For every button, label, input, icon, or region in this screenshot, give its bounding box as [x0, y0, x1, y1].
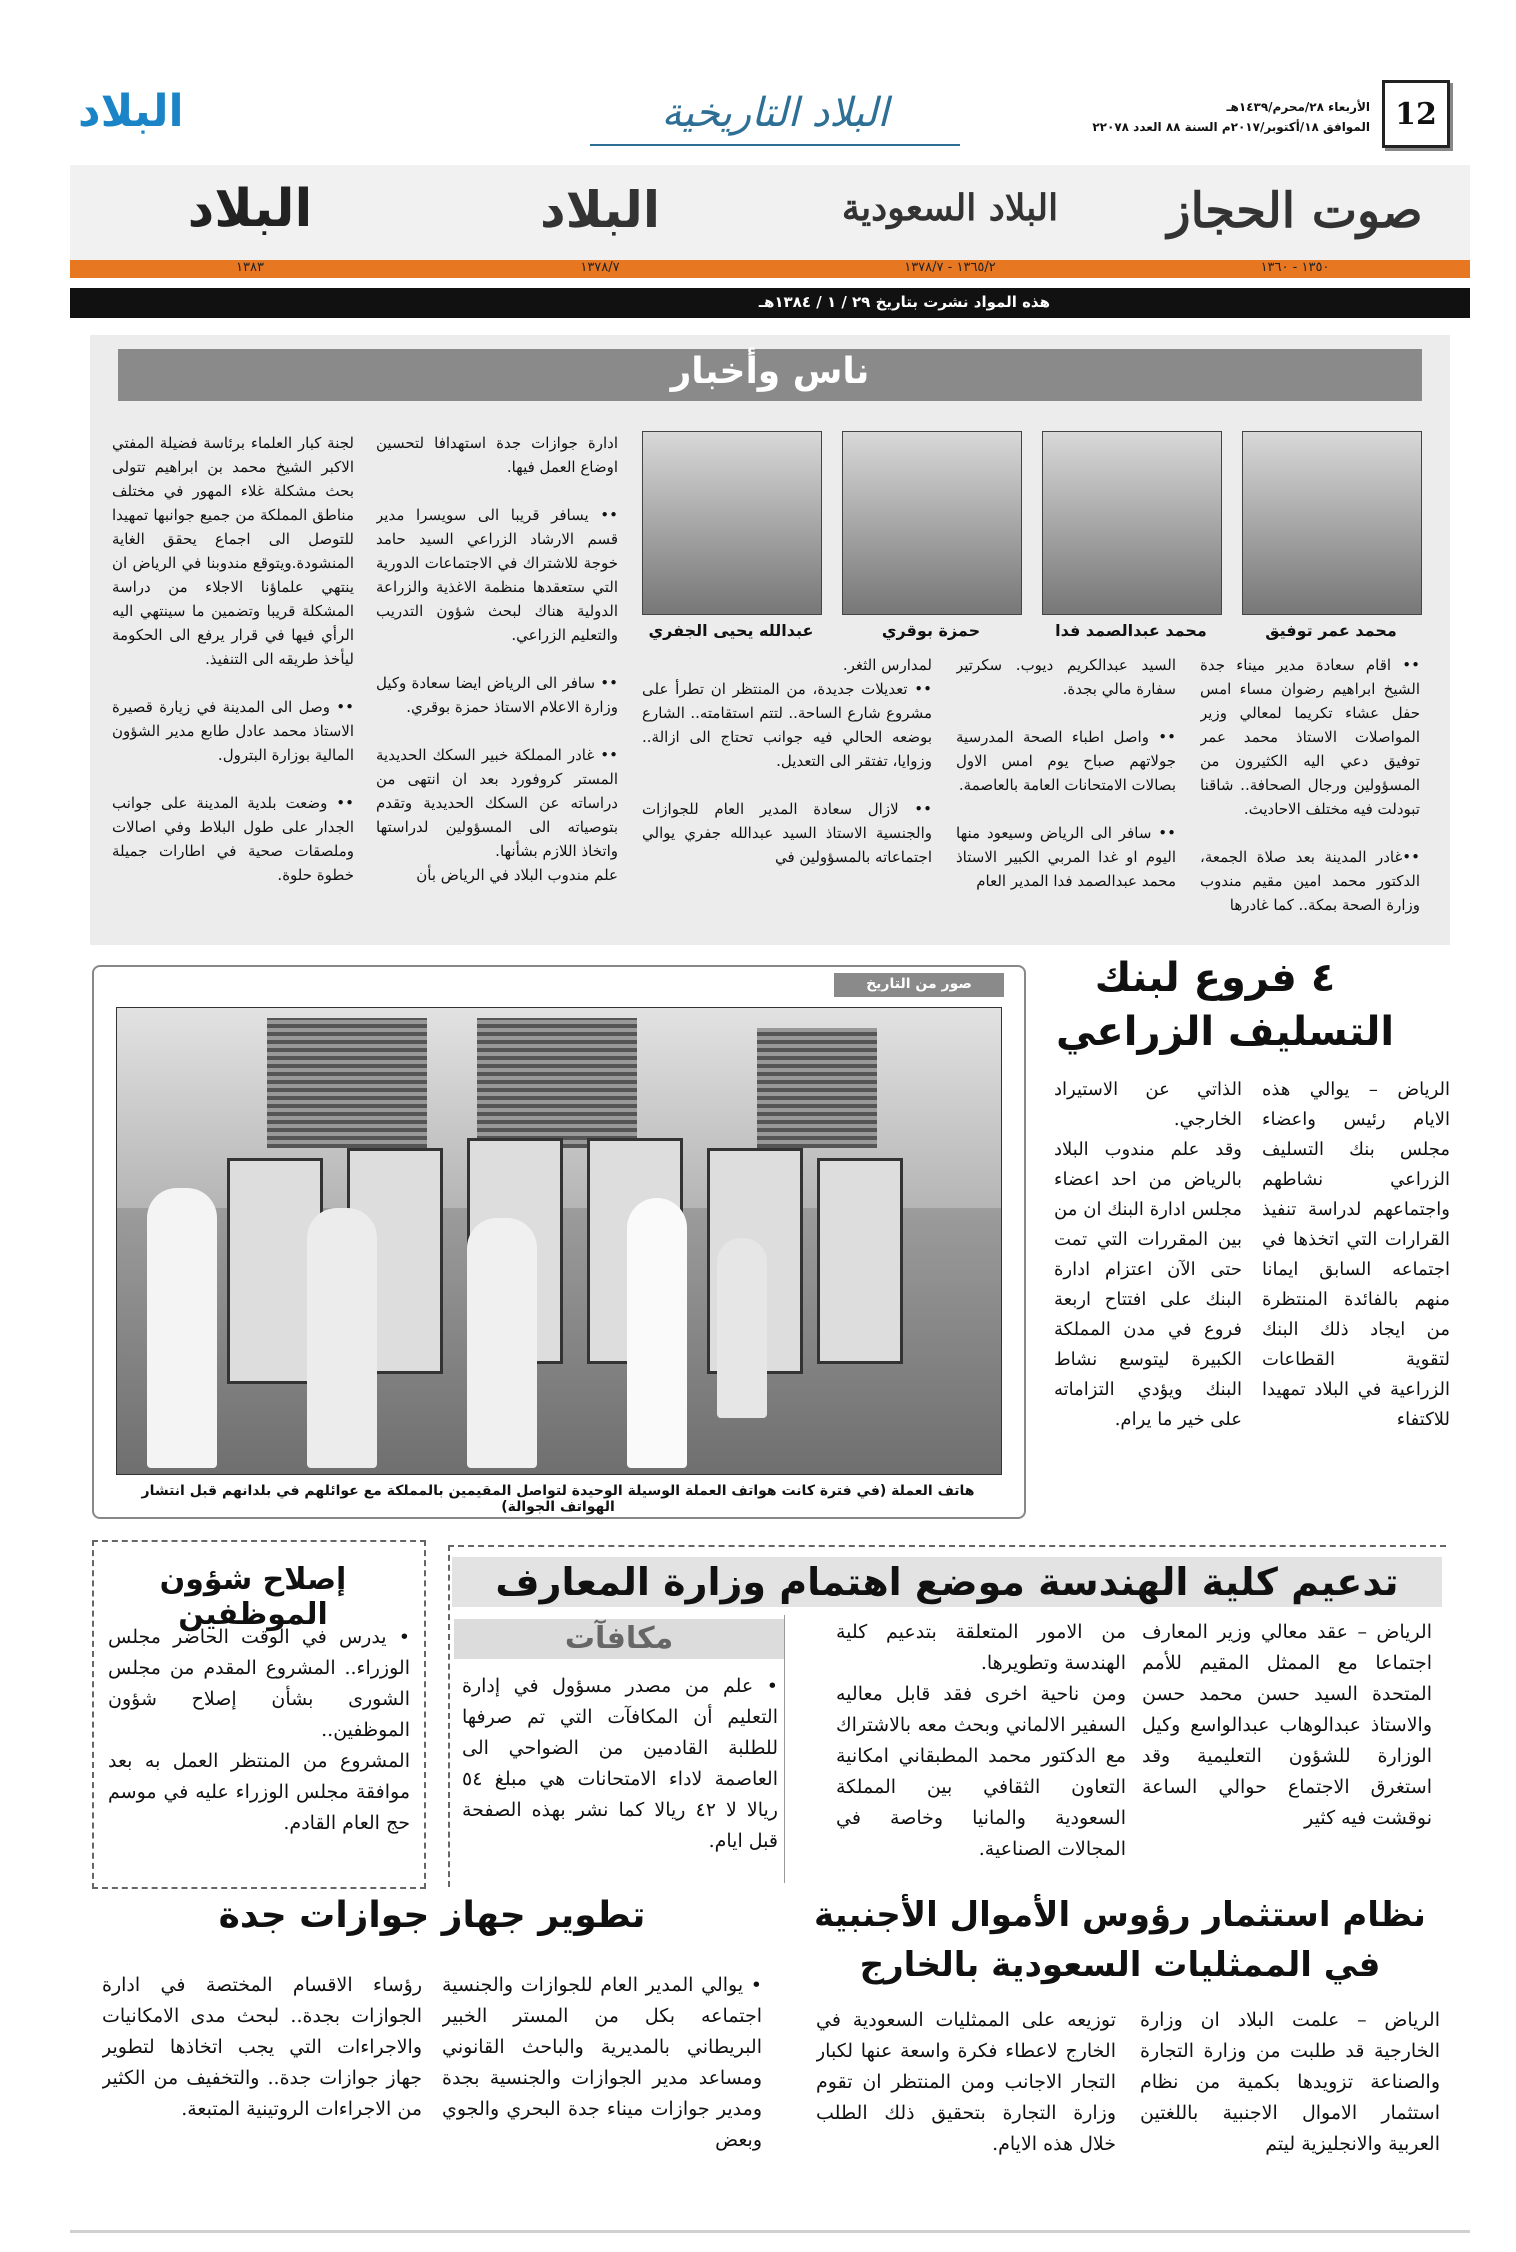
masthead-4: البلاد — [187, 179, 313, 239]
portrait-photo-1 — [1242, 431, 1422, 615]
employees-box — [92, 1540, 426, 1889]
bank-article — [1030, 955, 1460, 1515]
rewards-title: مكافآت — [454, 1619, 784, 1659]
history-photo-tag — [834, 973, 1004, 997]
rewards-text: • علم من مصدر مسؤول في إدارة التعليم أن المكافآت التي تم صرفها للطلبة القادمين من الضواحي الى العاصمة لاداء الامتحانات هي مبلغ ٥٤ ريالا لا ٤٢ ريالا كما نشر بهذه الصفحة قبل ايام. — [462, 1675, 778, 1852]
news-column-5: لجنة كبار العلماء برئاسة فضيلة المفتي الاكبر الشيخ محمد بن ابراهيم تتولى بحث مشكلة غلاء المهور في مختلف مناطق المملكة من جميع جوانبها تمهيدا للتوصل الى اجماع يحقق الغاية المنشودة.ويتوقع مندوبنا في الرياض ان ينتهي علماؤنا الاجلاء من دراسة المشكلة قريبا وتضمين ما سينتهي اليه الرأي فيها في قرار يرفع الى الحكومة ليأخذ طريقه الى التنفيذ. •• وصل الى المدينة في زيارة قصيرة الاستاذ محمد عادل طابع مدير الشؤون المالية بوزارة البترول. •• وضعت بلدية المدينة على جوانب الجدار على طول البلاط وفي اصالات وملصقات صحية في اطارات جميلة خطوة حلوة. — [112, 434, 354, 884]
person-figure — [467, 1218, 537, 1468]
bank-article-title-2: التسليف الزراعي — [1055, 1009, 1395, 1055]
news-column-1: •• اقام سعادة مدير ميناء جدة الشيخ ابراهيم رضوان مساء امس حفل عشاء تكريما لمعالي وزير المواصلات الاستاذ محمد عمر توفيق دعي اليه الكثيرون من المسؤولين ورجال الصحافة.. شاقنا تبودلت فيه مختلف الاحاديث. ••غادر المدينة بعد صلاة الجمعة، الدكتور محمد امين مقيم مندوب وزارة الصحة بمكة.. كما غادرها — [1200, 656, 1420, 914]
masthead-4-years: ١٣٨٣ — [236, 260, 264, 275]
portrait-caption-4: عبدالله يحيى الجفري — [648, 621, 814, 640]
history-photo-caption: هاتف العملة (في فترة كانت هواتف العملة الوسيلة الوحيدة لتواصل المقيمين بالمملكة مع عوائلهم في بلدانهم قبل انتشار الهواتف الجوالة) — [141, 1483, 975, 1515]
page-number-box — [1382, 80, 1450, 148]
engineering-article-col-left: من الامور المتعلقة بتدعيم كلية الهندسة وتطويرها. ومن ناحية اخرى فقد قابل معاليه السفير الالماني وبحث معه بالاشتراك مع الدكتور محمد المطبقاني امكانية التعاون الثقافي بين المملكة السعودية والمانيا وخاصة في المجالات الصناعية. — [836, 1621, 1126, 1860]
foreign-capital-col-left: توزيعه على الممثليات السعودية في الخارج لاعطاء فكرة واسعة عنها لكبار التجار الاجانب ومن المنتظر ان تقوم وزارة التجارة بتحقيق ذلك الطلب خلال هذه الايام. — [816, 2009, 1116, 2155]
masthead-3: البلاد — [540, 181, 660, 239]
portrait-photo-4 — [642, 431, 822, 615]
person-figure — [627, 1198, 687, 1468]
section-title: البلاد التاريخية — [661, 90, 889, 136]
engineering-article-box — [448, 1545, 1446, 1887]
people-news-title-bar — [118, 349, 1422, 401]
publication-notice: هذه المواد نشرت بتاريخ ٢٩ / ١ / ١٣٨٤هـ — [758, 293, 1050, 311]
people-news-title: ناس وأخبار — [670, 351, 870, 392]
passports-col-right: • يوالي المدير العام للجوازات والجنسية اجتماعه بكل من المستر الخبير البريطاني بالمديرية والباحث القانوني ومساعد مدير الجوازات والجنسية بجدة ومدير جوازات ميناء جدة البحري والجوي وبعض — [442, 1974, 762, 2151]
window-shutter — [757, 1028, 877, 1148]
masthead-3-years: ١٣٧٨/٧ — [580, 260, 620, 275]
foreign-capital-col-right: الرياض – علمت البلاد ان وزارة الخارجية قد طلبت من وزارة التجارة والصناعة تزويدها بكمية من نظام استثمار الاموال الاجنبية باللغتين العربية والانجليزية ليتم — [1140, 2009, 1440, 2155]
phone-booth — [817, 1158, 903, 1364]
masthead-2: البلاد السعودية — [841, 187, 1059, 229]
masthead-1: صوت الحجاز — [1167, 183, 1423, 239]
masthead-2-years: ١٣٦٥/٢ - ١٣٧٨/٧ — [904, 260, 996, 275]
bank-article-col-right: الرياض – يوالي هذه الايام رئيس واعضاء مجلس بنك التسليف الزراعي نشاطهم واجتماعهم لدراسة تنفيذ القرارات التي اتخذها في اجتماعه السابق ايمانا منهم بالفائدة المنتظرة من ايجاد ذلك البنك لتقوية القطاعات الزراعية في البلاد تمهيدا للاكتفاء — [1262, 1079, 1450, 1430]
mastheads-strip — [70, 165, 1470, 260]
publication-notice-bar — [70, 288, 1470, 318]
rewards-box — [454, 1615, 785, 1883]
mastheads-years-bar — [70, 260, 1470, 278]
date-line-2: الموافق ١٨/أكتوبر/٢٠١٧م السنة ٨٨ العدد ٢٢٠٧٨ — [1092, 120, 1370, 134]
foreign-capital-article — [790, 1895, 1450, 2215]
people-news-panel — [90, 335, 1450, 945]
window-shutter — [477, 1018, 637, 1148]
history-photo-frame — [92, 965, 1026, 1519]
news-column-3: لمدارس الثغر. •• تعديلات جديدة، من المنتظر ان تطرأ على مشروع شارع الساحة.. لتتم استقامته.. الشارع بوضعه الحالي فيه جوانب تحتاج الى ازالة.. وزوايا، تفتقر الى التعديل. •• لازال سعادة المدير العام للجوازات والجنسية الاستاذ السيد عبدالله جفري يوالي اجتماعاته بالمسؤولين في — [642, 656, 932, 866]
page-number: 12 — [1395, 96, 1437, 132]
passports-title: تطوير جهاز جوازات جدة — [218, 1895, 646, 1936]
page-header — [70, 80, 1450, 160]
news-column-4: ادارة جوازات جدة استهدافا لتحسين اوضاع العمل فيها. •• يسافر قريبا الى سويسرا مدير قسم الارشاد الزراعي السيد حامد خوجة للاشتراك في الاجتماعات الدورية التي ستعقدها منظمة الاغذية والزراعة الدولية هناك لبحث شؤون التدريب والتعليم الزراعي. •• سافر الى الرياض ايضا سعادة وكيل وزارة الاعلام الاستاذ حمزة بوقري. •• غادر المملكة خبير السكك الحديدية المستر كروفورد بعد ان انتهى من دراساته عن السكك الحديدية وتقدم بتوصياته الى المسؤولين لدراستها واتخاذ اللازم بشأنها. علم مندوب البلاد في الرياض بأن — [376, 434, 618, 884]
engineering-article-title: تدعيم كلية الهندسة موضع اهتمام وزارة المعارف — [452, 1557, 1442, 1607]
bank-article-title-1: ٤ فروع لبنك — [1094, 955, 1336, 1001]
date-line-1: الأربعاء ٢٨/محرم/١٤٣٩هـ — [1226, 100, 1370, 114]
foreign-capital-title-2: في الممثليات السعودية بالخارج — [859, 1945, 1381, 1985]
window-shutter — [267, 1018, 427, 1148]
payphones-photo — [116, 1007, 1002, 1475]
masthead-1-years: ١٣٥٠ - ١٣٦٠ — [1260, 260, 1330, 275]
history-photo-tag-text: صور من التاريخ — [866, 976, 972, 992]
employees-text: • يدرس في الوقت الحاضر مجلس الوزراء.. المشروع المقدم من مجلس الشورى بشأن إصلاح شؤون الموظفين.. المشروع من المنتظر العمل به بعد موافقة مجلس الوزراء عليه في موسم حج العام القادم. — [108, 1626, 410, 1834]
engineering-article-col-right: الرياض – عقد معالي وزير المعارف اجتماعا مع الممثل المقيم للأمم المتحدة السيد حسن محمد حسن والاستاذ عبدالوهاب عبدالواسع وكيل الوزارة للشؤون التعليمية وقد استغرق الاجتماع حوالي الساعة نوقشت فيه كثير — [1142, 1621, 1432, 1829]
brand-logo: البلاد — [78, 86, 184, 137]
bank-article-col-left: الذاتي عن الاستيراد الخارجي. وقد علم مندوب البلاد بالرياض من احد اعضاء مجلس ادارة البنك ان من بين المقررات التي تمت حتى الآن اعتزام ادارة البنك على افتتاح اربعة فروع في مدن المملكة الكبيرة ليتوسع نشاط البنك ويؤدي التزاماته على خير ما يرام. — [1054, 1079, 1242, 1430]
portrait-caption-2: محمد عبدالصمد فدا — [1055, 621, 1207, 640]
person-figure — [717, 1238, 767, 1418]
news-column-2: السيد عبدالكريم ديوب. سكرتير سفارة مالي بجدة. •• واصل اطباء الصحة المدرسية جولاتهم صباح يوم امس الاول بصالات الامتحانات العامة بالعاصمة. •• سافر الى الرياض وسيعود منها اليوم او غدا المربي الكبير الاستاذ محمد عبدالصمد فدا المدير العام — [956, 656, 1176, 890]
employees-title: إصلاح شؤون الموظفين — [159, 1562, 347, 1632]
person-figure — [307, 1208, 377, 1468]
passports-article — [92, 1895, 772, 2215]
page-bottom-border — [70, 2230, 1470, 2233]
passports-col-left: رؤساء الاقسام المختصة في ادارة الجوازات بجدة.. لبحث مدى الامكانيات والاجراءات التي يجب اتخاذها لتطوير جهاز جوازات جدة.. والتخفيف من الكثير من الاجراءات الروتينية المتبعة. — [102, 1974, 422, 2120]
foreign-capital-title-1: نظام استثمار رؤوس الأموال الأجنبية — [814, 1895, 1426, 1935]
section-title-underline — [590, 144, 960, 146]
portrait-caption-1: محمد عمر توفيق — [1265, 621, 1397, 640]
portrait-photo-3 — [842, 431, 1022, 615]
person-figure — [147, 1188, 217, 1468]
portrait-photo-2 — [1042, 431, 1222, 615]
portrait-caption-3: حمزة بوقري — [881, 621, 981, 640]
